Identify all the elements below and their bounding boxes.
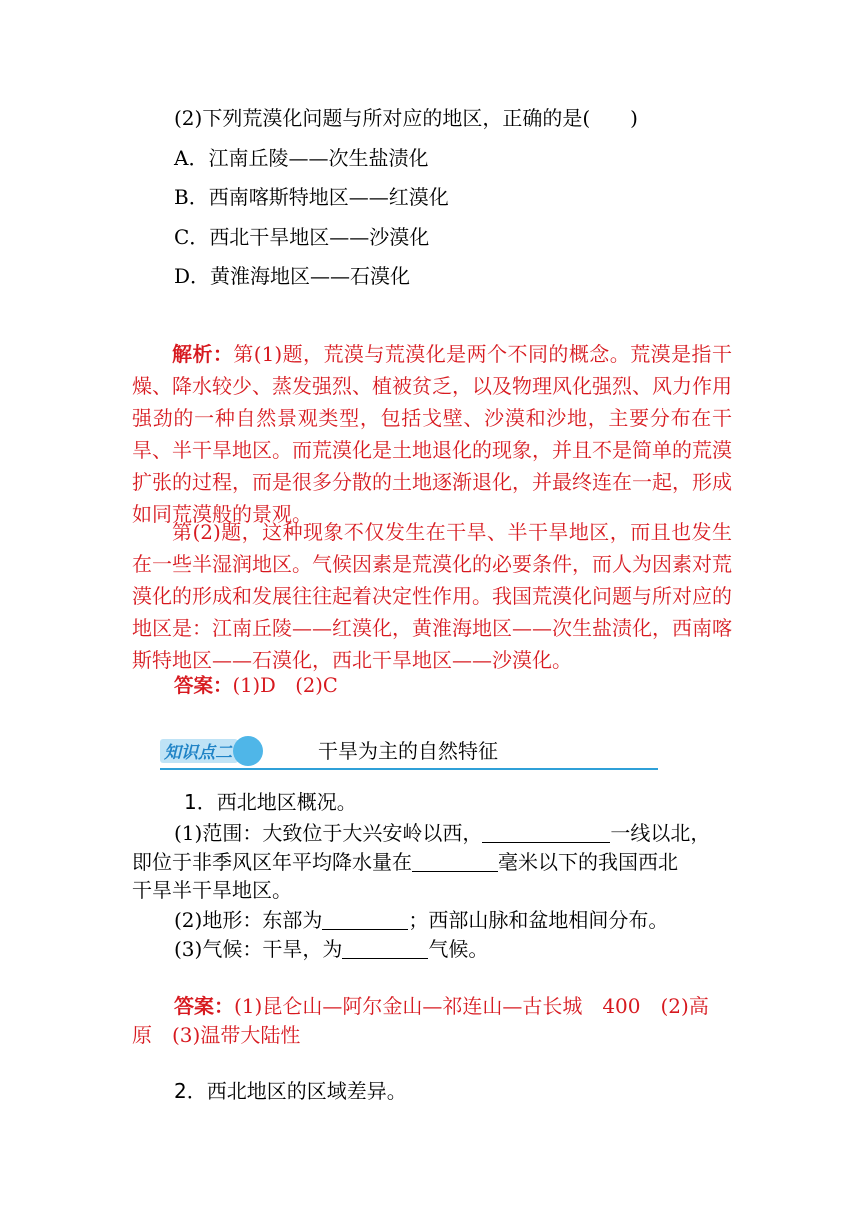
option-b: B．西南喀斯特地区——红漠化 [174, 185, 449, 209]
question-stem: (2)下列荒漠化问题与所对应的地区，正确的是( ) [174, 106, 638, 130]
blank-range[interactable] [482, 822, 610, 843]
range-line-1: (1)范围：大致位于大兴安岭以西， 一线以北， [174, 821, 711, 845]
answer-line: 答案：(1)D (2)C [174, 674, 338, 697]
knowledge-point-title: 干旱为主的自然特征 [318, 739, 498, 763]
section-1-answer-line-1: 答案：(1)昆仑山—阿尔金山—祁连山—古长城 400 (2)高 [174, 994, 709, 1018]
knowledge-point-badge-icon [160, 735, 268, 767]
analysis-paragraph-2: 第(2)题，这种现象不仅发生在干旱、半干旱地区，而且也发生在一些半湿润地区。气候因素是荒漠化的必要条件，而人为因素对荒漠化的形成和发展往往起着决定性作用。我国荒漠化问题与所对应的地区是：江南丘陵——红漠化，黄淮海地区——次生盐渍化，西南喀斯特地区——石漠化，西北干旱地区——沙漠化。 [132, 520, 732, 672]
knowledge-point-banner [160, 733, 658, 771]
section-1-heading: 1．西北地区概况。 [184, 790, 357, 814]
section-1-answer-line-2: 原 (3)温带大陆性 [132, 1023, 301, 1047]
analysis-paragraph-1: 解析：第(1)题，荒漠与荒漠化是两个不同的概念。荒漠是指干燥、降水较少、蒸发强烈、植被贫乏，以及物理风化强烈、风力作用强劲的一种自然景观类型，包括戈壁、沙漠和沙地，主要分布在干旱、半干旱地区。而荒漠化是土地退化的现象，并且不是简单的荒漠扩张的过程，而是很多分散的土地逐渐退化，并最终连在一起，形成如同荒漠般的景观。 [132, 342, 733, 526]
blank-terrain[interactable] [322, 909, 408, 930]
analysis-label: 解析： [172, 342, 234, 366]
option-d: D．黄淮海地区——石漠化 [174, 264, 411, 288]
range-line-2: 即位于非季风区年平均降水量在 毫米以下的我国西北 [132, 850, 678, 874]
blank-precipitation[interactable] [412, 851, 498, 872]
range-line-3: 干旱半干旱地区。 [132, 878, 292, 902]
svg-text:知识点二: 知识点二 [164, 743, 232, 763]
climate-line: (3)气候：干旱，为 气候。 [174, 937, 489, 961]
terrain-line: (2)地形：东部为 ；西部山脉和盆地相间分布。 [174, 908, 669, 932]
section-2-heading: 2．西北地区的区域差异。 [174, 1079, 407, 1103]
option-c: C．西北干旱地区——沙漠化 [174, 225, 430, 249]
blank-climate[interactable] [342, 938, 428, 959]
option-a: A．江南丘陵——次生盐渍化 [174, 146, 429, 170]
banner-underline [160, 768, 658, 770]
